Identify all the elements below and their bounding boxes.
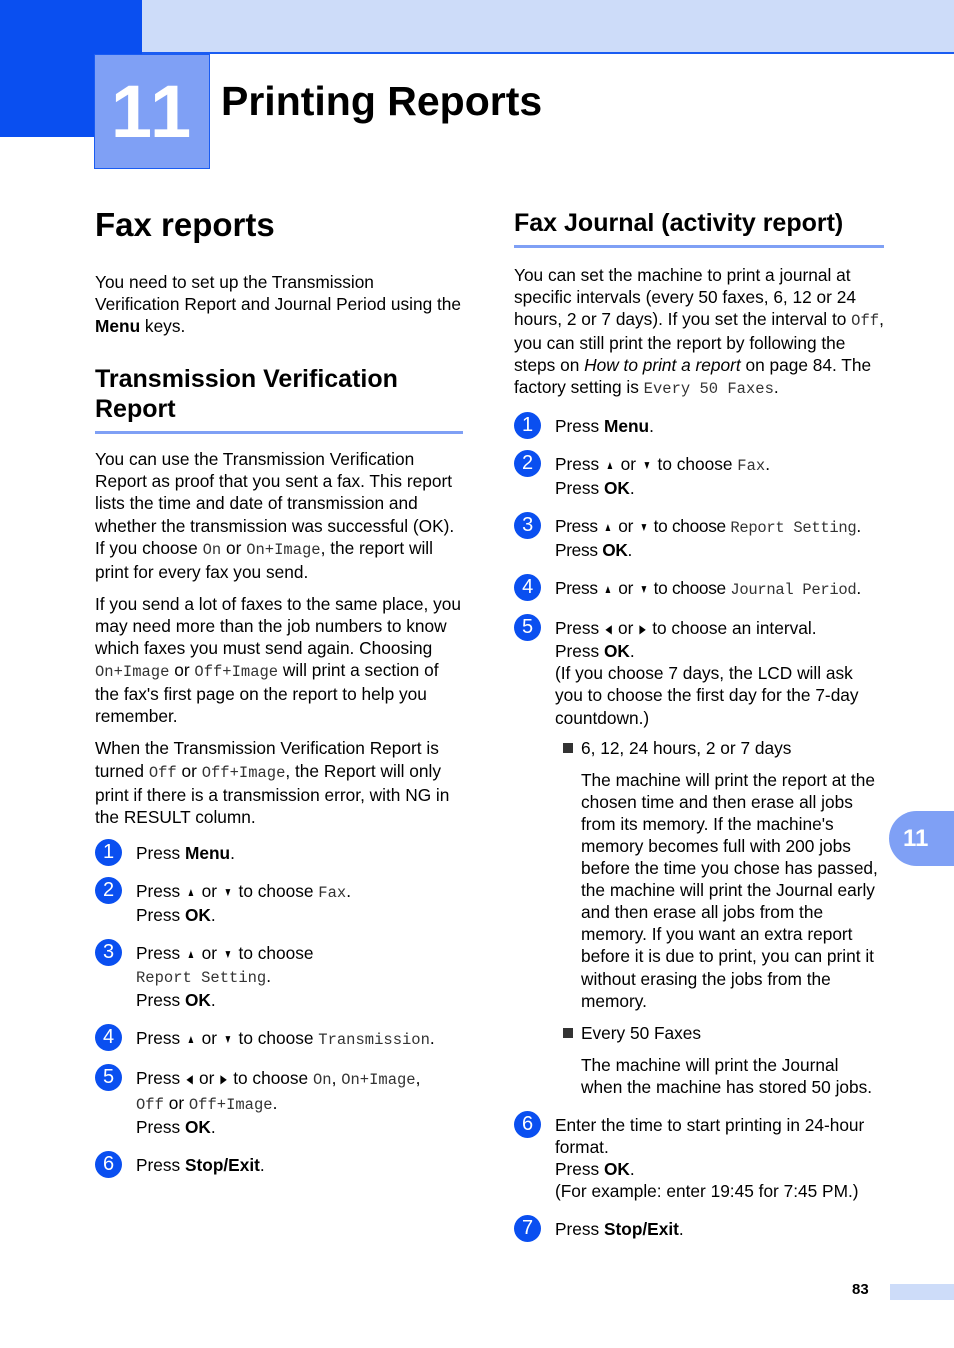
up-arrow-icon: ▲ — [603, 519, 613, 534]
up-arrow-icon: ▲ — [603, 582, 613, 597]
right-arrow-icon: ▶ — [639, 622, 647, 637]
chapter-number: 11 — [94, 54, 210, 169]
tvr-paragraph-1: You can use the Transmission Verification Report as proof that you sent a fax. This report lists the time and date of transmission and whether the transmission was successful (OK). If you choose On or On+Image, the report will print for every fax you send. — [95, 449, 455, 582]
left-arrow-icon: ◀ — [186, 1072, 193, 1087]
bullet-square-icon — [563, 743, 573, 753]
step-item: 4 Press ▲ or ▼ to choose Journal Period. — [514, 577, 884, 601]
step-item: 1 Press Menu. — [514, 415, 884, 437]
step-item: 5 Press ◀ or ▶ to choose an interval. Press OK. (If you choose 7 days, the LCD will ask you to choose the first day for the 7-day countdown.) 6, 12, 24 hours, 2 or 7 days The machine will print the report at the chosen time and then erase all jobs from its memory. If the machine's memory becomes full with 200 jobs before the time you chose has passed, the machine will print the Journal early and then erase all jobs from the memory. If you want an extra report before it is due to print, you can print it without erasing the jobs from the memory. Every 50 Faxes The machine will print the Journal when the machine has stored 50 jobs. — [514, 617, 884, 1098]
bullet-item: Every 50 Faxes — [555, 1022, 884, 1044]
intro-paragraph: You need to set up the Transmission Verification Report and Journal Period using the Menu keys. — [95, 272, 462, 337]
right-column — [514, 208, 884, 1256]
step-number: 2 — [514, 450, 541, 477]
page-number: 83 — [852, 1281, 869, 1298]
step-item: 6 Press Stop/Exit. — [95, 1154, 463, 1176]
right-arrow-icon: ▶ — [220, 1072, 228, 1087]
down-arrow-icon: ▼ — [223, 884, 232, 899]
step-item: 4 Press ▲ or ▼ to choose Transmission. — [95, 1027, 463, 1051]
step-item: 6 Enter the time to start printing in 24-hour format. Press OK. (For example: enter 19:45 for 7:45 PM.) — [514, 1114, 884, 1202]
bullet-description: The machine will print the report at the chosen time and then erase all jobs from its memory. If the machine's memory becomes full with 200 jobs before the time you chose has passed, the machine will print the Journal early and then erase all jobs from the memory. If you want an extra report before it is due to print, you can print it without erasing the jobs from the memory. — [581, 769, 878, 1011]
step-number: 4 — [95, 1024, 122, 1051]
up-arrow-icon: ▲ — [186, 884, 196, 899]
tvr-paragraph-3: When the Transmission Verification Report is turned Off or Off+Image, the Report will only print if there is a transmission error, with NG in the RESULT column. — [95, 738, 450, 827]
step-number: 2 — [95, 877, 122, 904]
up-arrow-icon: ▲ — [605, 457, 615, 472]
step-item: 3 Press ▲ or ▼ to choose Report Setting. Press OK. — [95, 942, 463, 1011]
down-arrow-icon: ▼ — [639, 519, 648, 534]
step-number: 3 — [514, 512, 541, 539]
chapter-side-tab: 11 — [889, 811, 954, 866]
step-number: 1 — [514, 412, 541, 439]
header-rule — [142, 52, 954, 54]
header-band-light — [142, 0, 954, 52]
right-steps — [514, 415, 884, 1241]
left-steps — [95, 842, 463, 1176]
down-arrow-icon: ▼ — [223, 947, 232, 962]
footer-bar — [890, 1284, 954, 1300]
left-column — [95, 205, 463, 1192]
bullet-square-icon — [563, 1028, 573, 1038]
step-item: 3 Press ▲ or ▼ to choose Report Setting. Press OK. — [514, 515, 884, 561]
step-number: 6 — [95, 1151, 122, 1178]
down-arrow-icon: ▼ — [642, 457, 651, 472]
up-arrow-icon: ▲ — [186, 947, 196, 962]
down-arrow-icon: ▼ — [223, 1032, 232, 1047]
up-arrow-icon: ▲ — [186, 1032, 196, 1047]
fax-journal-heading: Fax Journal (activity report) — [514, 208, 884, 248]
step-number: 7 — [514, 1215, 541, 1242]
journal-intro: You can set the machine to print a journal at specific intervals (every 50 faxes, 6, 12 or 24 hours, 2 or 7 days). If you set the interval to Off, you can still print the report by following the steps on How to print a report on page 84. The factory setting is Every 50 Faxes. — [514, 265, 884, 399]
step-item: 7 Press Stop/Exit. — [514, 1218, 884, 1240]
step-number: 5 — [514, 614, 541, 641]
chapter-title: Printing Reports — [221, 78, 543, 124]
step-item: 5 Press ◀ or ▶ to choose On, On+Image, Off or Off+Image. Press OK. — [95, 1067, 463, 1137]
bullet-item: 6, 12, 24 hours, 2 or 7 days — [555, 737, 884, 759]
step-number: 1 — [95, 839, 122, 866]
tvr-heading: Transmission Verification Report — [95, 364, 463, 434]
step-number: 6 — [514, 1111, 541, 1138]
step-number: 4 — [514, 574, 541, 601]
fax-reports-heading: Fax reports — [95, 206, 275, 243]
down-arrow-icon: ▼ — [639, 582, 648, 597]
step-number: 3 — [95, 939, 122, 966]
bullet-description: The machine will print the Journal when the machine has stored 50 jobs. — [581, 1054, 873, 1097]
step-item: 2 Press ▲ or ▼ to choose Fax. Press OK. — [95, 880, 463, 926]
step-item: 2 Press ▲ or ▼ to choose Fax. Press OK. — [514, 453, 884, 499]
step-number: 5 — [95, 1064, 122, 1091]
tvr-paragraph-2: If you send a lot of faxes to the same place, you may need more than the job numbers to know which faxes you must send again. Choosing On+Image or Off+Image will print a section of the fax's first page on the report to help you remember. — [95, 593, 462, 727]
left-arrow-icon: ◀ — [605, 622, 612, 637]
step-item: 1 Press Menu. — [95, 842, 463, 864]
